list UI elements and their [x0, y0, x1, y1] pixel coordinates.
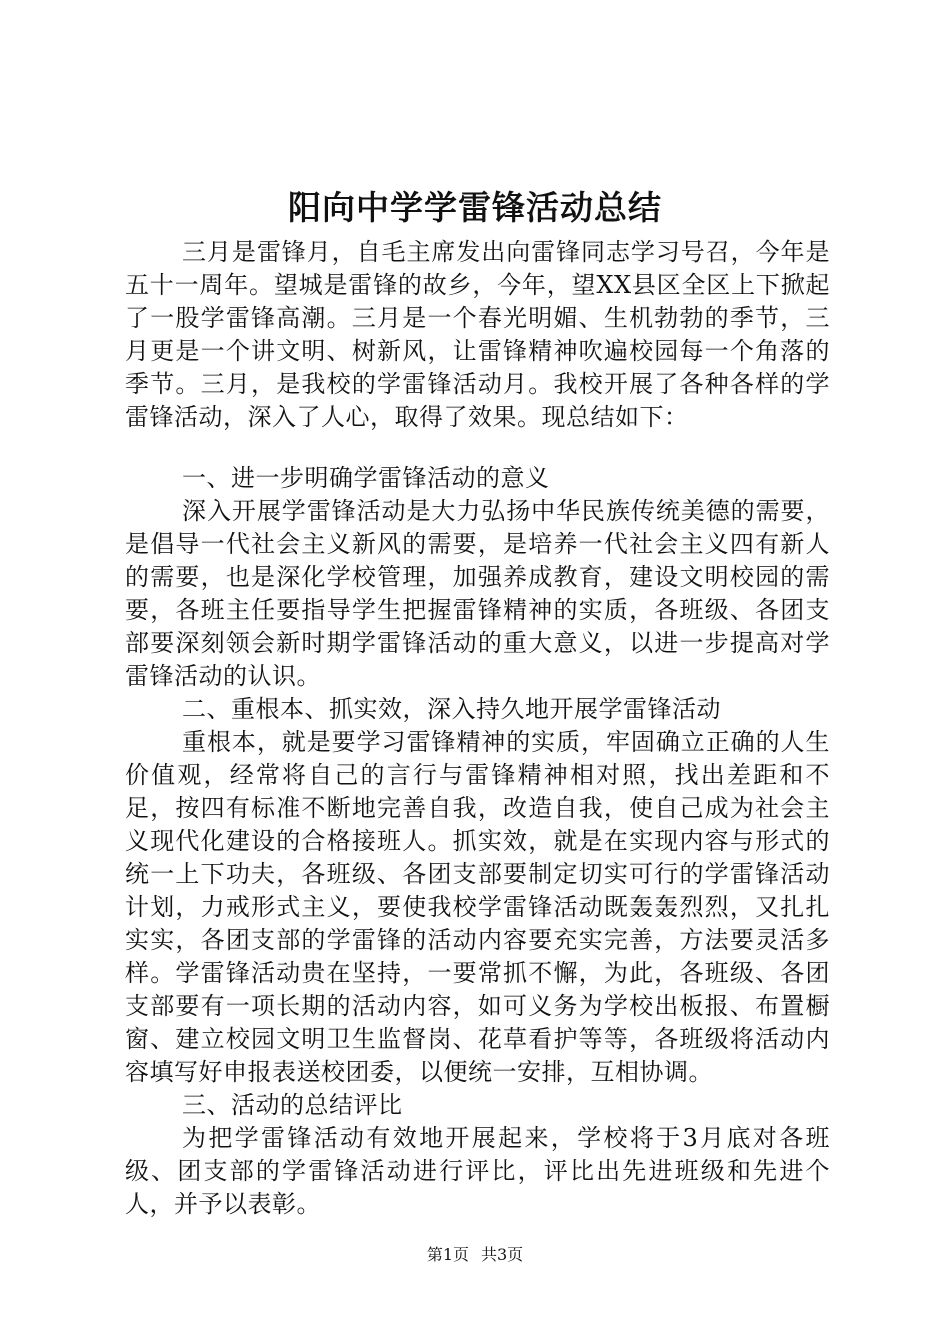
- page-number: 第1页: [426, 1245, 469, 1264]
- section-3-heading: 三、活动的总结评比: [182, 1091, 403, 1119]
- page-total: 共3页: [481, 1245, 524, 1264]
- page-footer: [0, 1244, 950, 1266]
- section-1-heading: 一、进一步明确学雷锋活动的意义: [182, 464, 550, 492]
- intro-paragraph: 三月是雷锋月，自毛主席发出向雷锋同志学习号召，今年是五十一周年。望城是雷锋的故乡，今年，望XX县区全区上下掀起了一股学雷锋高潮。三月是一个春光明媚、生机勃勃的季节，三月更是一个讲文明、树新风，让雷锋精神吹遍校园每一个角落的季节。三月，是我校的学雷锋活动月。我校开展了各种各样的学雷锋活动，深入了人心，取得了效果。现总结如下：: [125, 238, 830, 431]
- paragraph-gap: [125, 434, 830, 462]
- section-1-body: 深入开展学雷锋活动是大力弘扬中华民族传统美德的需要，是倡导一代社会主义新风的需要，是培养一代社会主义四有新人的需要，也是深化学校管理，加强养成教育，建设文明校园的需要，各班主任要指导学生把握雷锋精神的实质，各班级、各团支部要深刻领会新时期学雷锋活动的重大意义，以进一步提高对学雷锋活动的认识。: [125, 497, 830, 690]
- section-2-heading: 二、重根本、抓实效，深入持久地开展学雷锋活动: [182, 695, 721, 723]
- document-title: 阳向中学学雷锋活动总结: [288, 188, 662, 227]
- section-3-body: 为把学雷锋活动有效地开展起来，学校将于3月底对各班级、团支部的学雷锋活动进行评比，评比出先进班级和先进个人，并予以表彰。: [125, 1124, 830, 1218]
- document-body: [125, 236, 830, 1221]
- section-2-body: 重根本，就是要学习雷锋精神的实质，牢固确立正确的人生价值观，经常将自己的言行与雷锋精神相对照，找出差距和不足，按四有标准不断地完善自我，改造自我，使自己成为社会主义现代化建设的合格接班人。抓实效，就是在实现内容与形式的统一上下功夫，各班级、各团支部要制定切实可行的学雷锋活动计划，力戒形式主义，要使我校学雷锋活动既轰轰烈烈，又扎扎实实，各团支部的学雷锋的活动内容要充实完善，方法要灵活多样。学雷锋活动贵在坚持，一要常抓不懈，为此，各班级、各团支部要有一项长期的活动内容，如可义务为学校出板报、布置橱窗、建立校园文明卫生监督岗、花草看护等等，各班级将活动内容填写好申报表送校团委，以便统一安排，互相协调。: [125, 728, 830, 1086]
